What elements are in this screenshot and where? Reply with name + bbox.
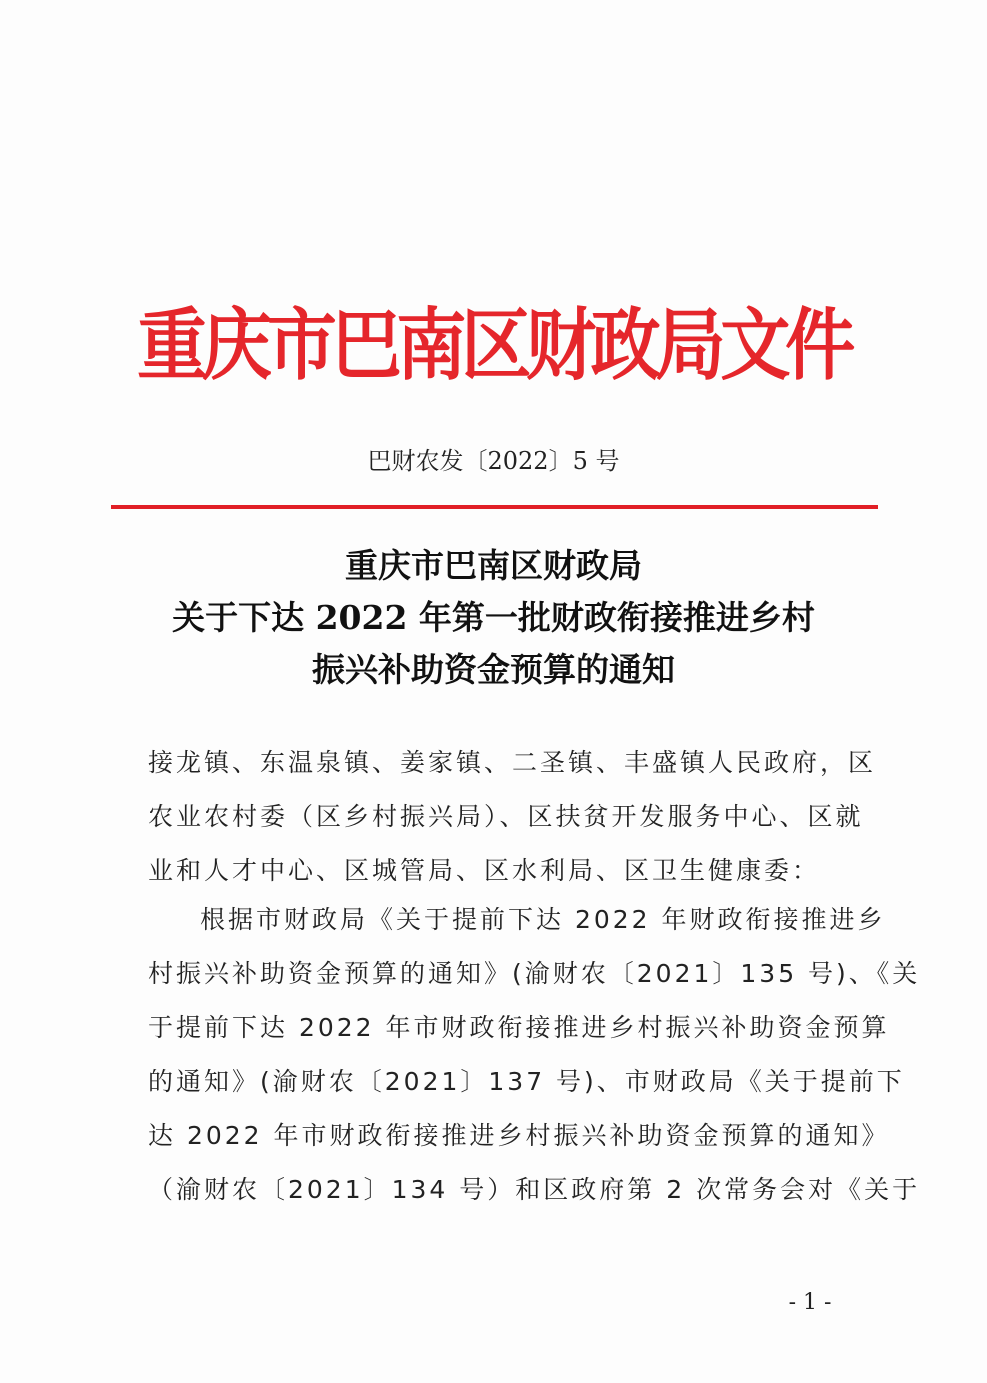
title-line-1: 重庆市巴南区财政局 (345, 546, 642, 585)
page-number: - 1 - (788, 1290, 832, 1315)
body-line-2: 村振兴补助资金预算的通知》(渝财农〔2021〕135 号)、《关 (148, 959, 921, 988)
masthead-title: 重庆市巴南区财政局文件 (137, 300, 850, 391)
body-line-4: 的通知》(渝财农〔2021〕137 号)、市财政局《关于提前下 (148, 1067, 905, 1096)
addressee-line-1: 接龙镇、东温泉镇、姜家镇、二圣镇、丰盛镇人民政府，区 (148, 748, 877, 777)
document-title (0, 540, 987, 696)
body-line-3: 于提前下达 2022 年市财政衔接推进乡村振兴补助资金预算 (148, 1013, 890, 1042)
body-line-5: 达 2022 年市财政衔接推进乡村振兴补助资金预算的通知》 (148, 1121, 890, 1150)
addressee-line-3: 业和人才中心、区城管局、区水利局、区卫生健康委： (148, 856, 821, 885)
body-line-6: （渝财农〔2021〕134 号）和区政府第 2 次常务会对《关于 (148, 1175, 921, 1204)
title-line-2: 关于下达 2022 年第一批财政衔接推进乡村 (172, 598, 815, 637)
body-line-1: 根据市财政局《关于提前下达 2022 年财政衔接推进乡 (200, 905, 886, 934)
addressee-line-2: 农业农村委（区乡村振兴局）、区扶贫开发服务中心、区就 (148, 802, 864, 831)
red-divider-line (111, 505, 878, 509)
title-line-3: 振兴补助资金预算的通知 (312, 650, 675, 689)
document-number: 巴财农发〔2022〕5 号 (367, 447, 620, 475)
